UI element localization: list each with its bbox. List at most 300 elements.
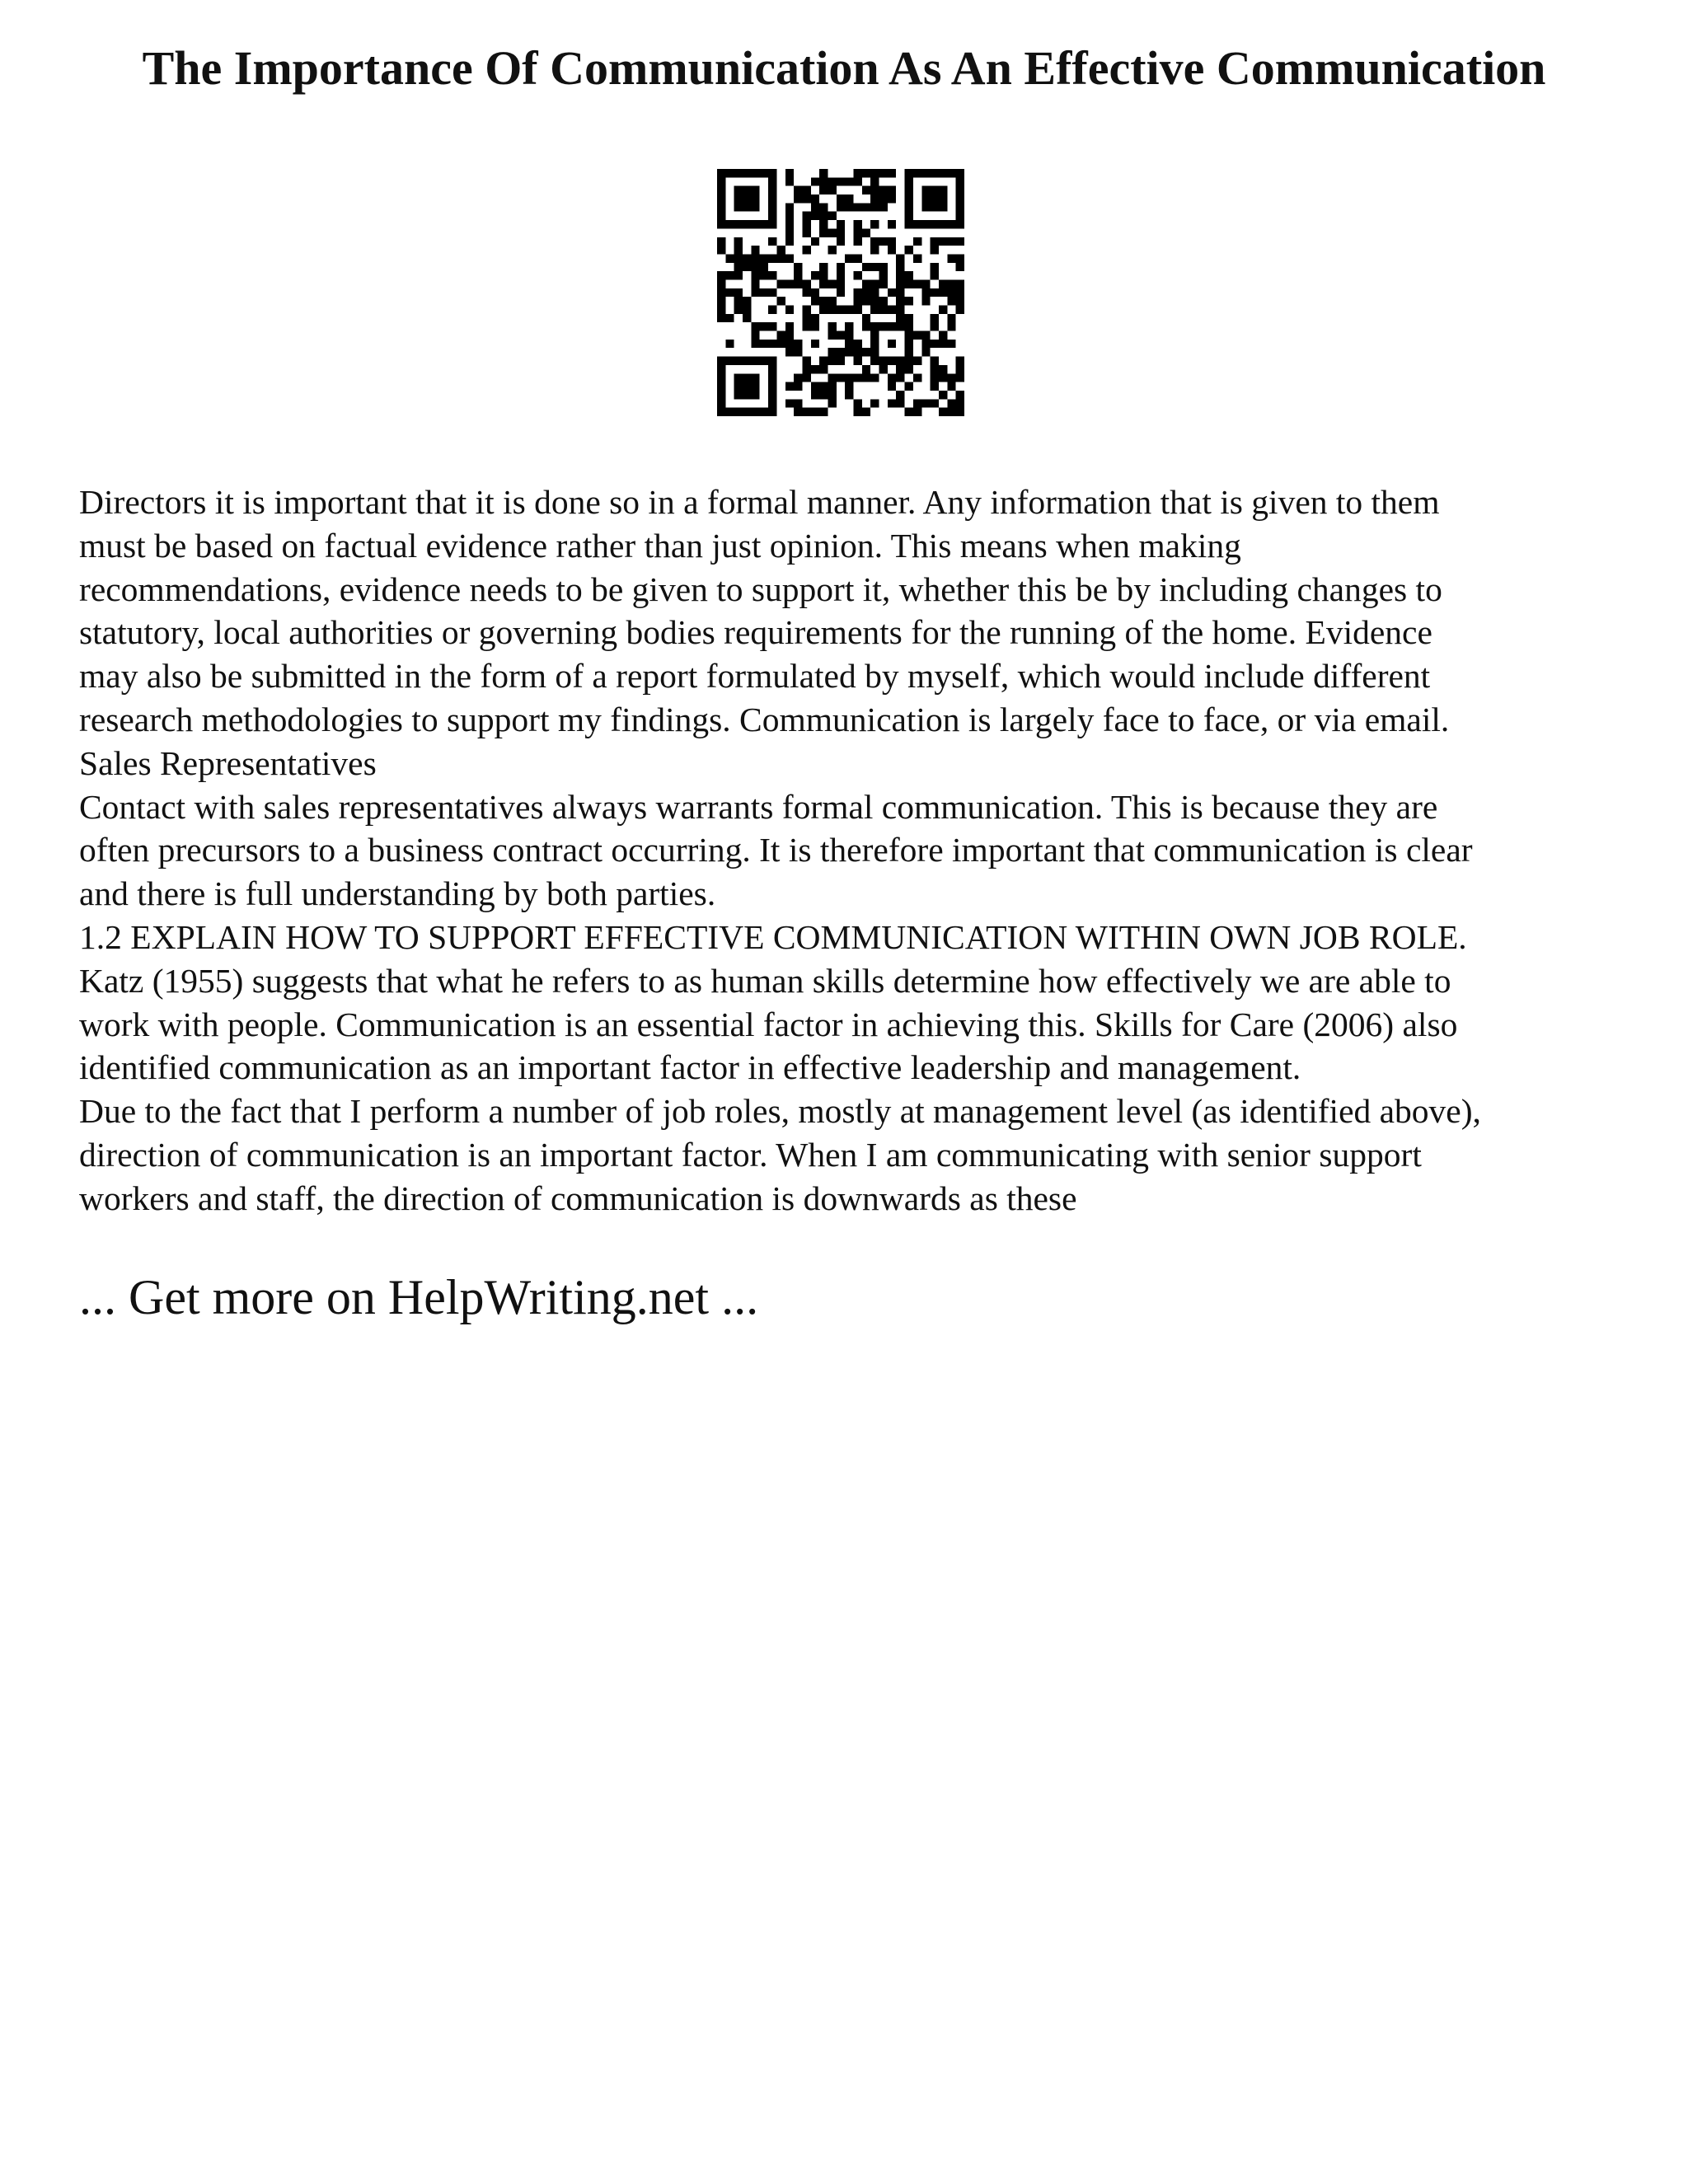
qr-module: [837, 203, 845, 211]
qr-module: [947, 322, 955, 330]
qr-module: [811, 391, 819, 399]
qr-module: [802, 314, 810, 322]
qr-module: [819, 186, 828, 194]
qr-module: [734, 169, 743, 177]
qr-module: [828, 228, 836, 237]
body-line: Due to the fact that I perform a number of job roles, mostly at management level (as identified above),: [79, 1092, 1481, 1131]
qr-module: [888, 194, 896, 203]
qr-module: [794, 279, 802, 288]
qr-module: [768, 237, 776, 246]
qr-module: [743, 314, 751, 322]
qr-module: [768, 288, 776, 297]
qr-module: [896, 373, 904, 382]
qr-module: [947, 340, 955, 348]
qr-module: [819, 263, 828, 271]
qr-module: [837, 237, 845, 246]
qr-module: [819, 391, 828, 399]
qr-module: [931, 203, 939, 211]
qr-module: [802, 322, 810, 330]
qr-module: [956, 220, 964, 228]
qr-module: [921, 297, 930, 305]
body-line: direction of communication is an important factor. When I am communicating with senior support: [79, 1135, 1422, 1174]
body-line: Directors it is important that it is done so in a formal manner. Any information that is given to them: [79, 483, 1440, 521]
section-heading-1-2: 1.2 EXPLAIN HOW TO SUPPORT EFFECTIVE COMMUNICATION WITHIN OWN JOB ROLE.: [79, 917, 1467, 956]
qr-module: [743, 408, 751, 416]
qr-module: [717, 391, 725, 399]
qr-module: [743, 373, 751, 382]
qr-module: [931, 271, 939, 279]
qr-module: [896, 279, 904, 288]
qr-module: [768, 373, 776, 382]
qr-module: [862, 169, 870, 177]
qr-module: [905, 279, 913, 288]
qr-module: [768, 391, 776, 399]
qr-module: [802, 194, 810, 203]
qr-module: [947, 279, 955, 288]
qr-module: [725, 271, 734, 279]
qr-module: [785, 220, 794, 228]
qr-module: [819, 212, 828, 220]
qr-module: [870, 297, 879, 305]
qr-module: [956, 169, 964, 177]
qr-module: [725, 254, 734, 262]
qr-module: [734, 391, 743, 399]
qr-module: [819, 408, 828, 416]
qr-module: [921, 169, 930, 177]
qr-module: [888, 322, 896, 330]
qr-module: [785, 306, 794, 314]
qr-module: [888, 373, 896, 382]
qr-module: [913, 331, 921, 340]
qr-module: [802, 306, 810, 314]
qr-module: [725, 288, 734, 297]
qr-module: [845, 306, 853, 314]
qr-module: [905, 186, 913, 194]
qr-module: [854, 399, 862, 407]
qr-module: [896, 288, 904, 297]
qr-module: [931, 373, 939, 382]
qr-module: [931, 169, 939, 177]
qr-module: [956, 203, 964, 211]
qr-module: [760, 254, 768, 262]
qr-module: [734, 357, 743, 365]
qr-module: [828, 331, 836, 340]
qr-module: [862, 365, 870, 373]
qr-module: [947, 169, 955, 177]
qr-module: [751, 382, 759, 391]
body-line: must be based on factual evidence rather than just opinion. This means when making: [79, 526, 1241, 565]
qr-module: [888, 169, 896, 177]
qr-module: [854, 373, 862, 382]
qr-module: [802, 220, 810, 228]
body-line: recommendations, evidence needs to be given to support it, whether this be by including changes to: [79, 569, 1442, 608]
qr-module: [717, 382, 725, 391]
qr-module: [905, 220, 913, 228]
qr-module: [837, 348, 845, 356]
qr-module: [931, 382, 939, 391]
qr-module: [751, 373, 759, 382]
qr-module: [794, 263, 802, 271]
qr-module: [845, 373, 853, 382]
get-more-link[interactable]: ... Get more on HelpWriting.net ...: [79, 1270, 759, 1324]
qr-module: [734, 382, 743, 391]
qr-module: [913, 169, 921, 177]
qr-module: [931, 288, 939, 297]
qr-module: [896, 357, 904, 365]
qr-module: [751, 271, 759, 279]
qr-module: [947, 399, 955, 407]
qr-module: [743, 357, 751, 365]
qr-module: [862, 348, 870, 356]
qr-module: [870, 399, 879, 407]
qr-module: [870, 246, 879, 254]
qr-module: [896, 399, 904, 407]
qr-module: [905, 322, 913, 330]
qr-module: [751, 408, 759, 416]
qr-module: [870, 322, 879, 330]
qr-module: [956, 357, 964, 365]
qr-module: [956, 399, 964, 407]
qr-module: [760, 322, 768, 330]
qr-module: [854, 169, 862, 177]
qr-module: [939, 194, 947, 203]
qr-module: [862, 373, 870, 382]
qr-module: [768, 177, 776, 185]
qr-module: [870, 237, 879, 246]
qr-module: [862, 288, 870, 297]
qr-module: [785, 331, 794, 340]
document-body: [79, 480, 1629, 1221]
qr-module: [751, 340, 759, 348]
qr-module: [845, 322, 853, 330]
qr-module: [931, 340, 939, 348]
qr-module: [768, 382, 776, 391]
qr-module: [794, 186, 802, 194]
qr-module: [717, 288, 725, 297]
qr-module: [811, 314, 819, 322]
qr-module: [743, 263, 751, 271]
qr-module: [931, 194, 939, 203]
qr-module: [956, 263, 964, 271]
qr-module: [785, 399, 794, 407]
qr-module: [854, 348, 862, 356]
qr-module: [802, 279, 810, 288]
qr-module: [760, 220, 768, 228]
qr-module: [785, 348, 794, 356]
qr-module: [913, 357, 921, 365]
document-title: The Importance Of Communication As An Effective Communication: [142, 41, 1546, 95]
qr-module: [751, 279, 759, 288]
qr-module: [862, 279, 870, 288]
body-line: workers and staff, the direction of communication is downwards as these: [79, 1179, 1077, 1217]
qr-module: [888, 306, 896, 314]
qr-module: [734, 373, 743, 382]
qr-module: [751, 203, 759, 211]
qr-module: [888, 220, 896, 228]
qr-module: [811, 408, 819, 416]
qr-module: [768, 399, 776, 407]
qr-module: [896, 365, 904, 373]
qr-module: [768, 212, 776, 220]
qr-module: [717, 399, 725, 407]
qr-module: [751, 254, 759, 262]
qr-module: [879, 186, 888, 194]
qr-module: [837, 331, 845, 340]
qr-module: [888, 246, 896, 254]
qr-module: [768, 340, 776, 348]
qr-module: [939, 186, 947, 194]
qr-module: [870, 194, 879, 203]
qr-module: [751, 169, 759, 177]
qr-module: [734, 237, 743, 246]
qr-module: [828, 399, 836, 407]
qr-module: [956, 391, 964, 399]
qr-module: [837, 357, 845, 365]
qr-module: [896, 314, 904, 322]
qr-module: [905, 365, 913, 373]
qr-module: [743, 220, 751, 228]
qr-module: [794, 373, 802, 382]
qr-module: [785, 237, 794, 246]
qr-module: [811, 271, 819, 279]
qr-module: [956, 365, 964, 373]
qr-module: [725, 220, 734, 228]
qr-module: [854, 220, 862, 228]
qr-module: [854, 177, 862, 185]
qr-module: [802, 246, 810, 254]
qr-module: [776, 279, 785, 288]
qr-module: [947, 220, 955, 228]
qr-module: [921, 194, 930, 203]
qr-module: [828, 348, 836, 356]
qr-code-icon[interactable]: [717, 169, 964, 416]
qr-module: [947, 297, 955, 305]
qr-module: [913, 254, 921, 262]
qr-module: [921, 331, 930, 340]
qr-module: [811, 237, 819, 246]
qr-module: [776, 340, 785, 348]
qr-module: [888, 340, 896, 348]
qr-module: [837, 279, 845, 288]
qr-module: [879, 357, 888, 365]
qr-module: [819, 382, 828, 391]
qr-module: [956, 279, 964, 288]
qr-module: [794, 340, 802, 348]
qr-module: [956, 306, 964, 314]
qr-module: [854, 408, 862, 416]
qr-module: [743, 391, 751, 399]
qr-module: [905, 408, 913, 416]
qr-module: [947, 373, 955, 382]
qr-module: [888, 288, 896, 297]
qr-module: [905, 177, 913, 185]
qr-module: [743, 186, 751, 194]
qr-module: [717, 408, 725, 416]
qr-module: [956, 237, 964, 246]
qr-module: [811, 322, 819, 330]
qr-module: [725, 169, 734, 177]
qr-module: [870, 177, 879, 185]
qr-module: [828, 306, 836, 314]
qr-module: [717, 212, 725, 220]
qr-module: [819, 357, 828, 365]
qr-module: [785, 228, 794, 237]
qr-module: [837, 288, 845, 297]
qr-module: [734, 194, 743, 203]
qr-module: [802, 288, 810, 297]
qr-module: [734, 220, 743, 228]
qr-module: [811, 340, 819, 348]
qr-module: [828, 322, 836, 330]
qr-module: [921, 340, 930, 348]
qr-module: [862, 314, 870, 322]
qr-module: [931, 220, 939, 228]
qr-module: [828, 357, 836, 365]
qr-module: [837, 306, 845, 314]
qr-module: [939, 237, 947, 246]
qr-module: [768, 220, 776, 228]
qr-module: [768, 169, 776, 177]
qr-module: [734, 408, 743, 416]
qr-module: [854, 297, 862, 305]
qr-module: [888, 186, 896, 194]
qr-module: [760, 357, 768, 365]
qr-module: [845, 348, 853, 356]
qr-module: [717, 169, 725, 177]
qr-module: [768, 186, 776, 194]
qr-module: [956, 254, 964, 262]
qr-module: [913, 399, 921, 407]
qr-module: [879, 237, 888, 246]
qr-module: [939, 220, 947, 228]
qr-module: [819, 365, 828, 373]
qr-module: [896, 391, 904, 399]
qr-module: [905, 203, 913, 211]
qr-module: [802, 228, 810, 237]
qr-module: [743, 203, 751, 211]
qr-module: [956, 177, 964, 185]
qr-module: [828, 297, 836, 305]
qr-module: [828, 373, 836, 382]
body-line: Katz (1955) suggests that what he refers to as human skills determine how effectively we are able to: [79, 961, 1451, 1000]
qr-module: [837, 271, 845, 279]
qr-module: [837, 263, 845, 271]
qr-module: [845, 331, 853, 340]
qr-module: [939, 365, 947, 373]
qr-module: [870, 348, 879, 356]
qr-module: [802, 373, 810, 382]
qr-module: [939, 203, 947, 211]
body-line: often precursors to a business contract occurring. It is therefore important that communication is clear: [79, 831, 1473, 869]
qr-module: [870, 373, 879, 382]
qr-module: [862, 186, 870, 194]
body-line: work with people. Communication is an essential factor in achieving this. Skills for Care (2006) also: [79, 1005, 1458, 1043]
qr-module: [717, 186, 725, 194]
qr-module: [785, 254, 794, 262]
qr-module: [870, 220, 879, 228]
qr-module: [743, 194, 751, 203]
qr-module: [931, 357, 939, 365]
qr-module: [776, 254, 785, 262]
qr-module: [896, 271, 904, 279]
qr-module: [854, 254, 862, 262]
qr-module: [768, 194, 776, 203]
qr-module: [888, 399, 896, 407]
qr-module: [854, 271, 862, 279]
qr-module: [921, 203, 930, 211]
qr-module: [854, 228, 862, 237]
qr-module: [725, 408, 734, 416]
qr-module: [751, 331, 759, 340]
qr-module: [828, 177, 836, 185]
qr-module: [717, 279, 725, 288]
qr-module: [725, 314, 734, 322]
qr-module: [879, 169, 888, 177]
qr-module: [734, 306, 743, 314]
qr-module: [768, 271, 776, 279]
qr-module: [734, 297, 743, 305]
qr-module: [870, 263, 879, 271]
qr-module: [802, 365, 810, 373]
qr-module: [751, 220, 759, 228]
qr-module: [896, 254, 904, 262]
qr-module: [870, 288, 879, 297]
qr-module: [845, 340, 853, 348]
qr-module: [845, 203, 853, 211]
qr-module: [854, 203, 862, 211]
qr-module: [819, 177, 828, 185]
qr-module: [862, 408, 870, 416]
body-line: may also be submitted in the form of a report formulated by myself, which would include different: [79, 657, 1431, 696]
qr-module: [862, 263, 870, 271]
qr-module: [845, 194, 853, 203]
qr-module: [785, 340, 794, 348]
qr-module: [956, 194, 964, 203]
qr-module: [956, 186, 964, 194]
qr-module: [785, 177, 794, 185]
qr-module: [734, 246, 743, 254]
qr-module: [785, 169, 794, 177]
qr-module: [845, 382, 853, 391]
qr-module: [828, 186, 836, 194]
qr-module: [743, 169, 751, 177]
qr-module: [768, 203, 776, 211]
qr-module: [939, 373, 947, 382]
qr-module: [768, 408, 776, 416]
qr-module: [888, 357, 896, 365]
qr-module: [760, 271, 768, 279]
qr-module: [913, 408, 921, 416]
qr-module: [862, 203, 870, 211]
body-line: Contact with sales representatives always warrants formal communication. This is because they are: [79, 787, 1438, 826]
qr-module: [785, 382, 794, 391]
qr-module: [913, 373, 921, 382]
qr-module: [819, 203, 828, 211]
qr-module: [879, 322, 888, 330]
qr-module: [939, 288, 947, 297]
qr-module: [819, 228, 828, 237]
qr-module: [751, 357, 759, 365]
qr-module: [785, 322, 794, 330]
qr-module: [905, 297, 913, 305]
qr-module: [956, 288, 964, 297]
qr-module: [717, 306, 725, 314]
qr-module: [751, 186, 759, 194]
qr-module: [751, 194, 759, 203]
qr-module: [837, 373, 845, 382]
qr-module: [905, 194, 913, 203]
qr-module: [931, 322, 939, 330]
